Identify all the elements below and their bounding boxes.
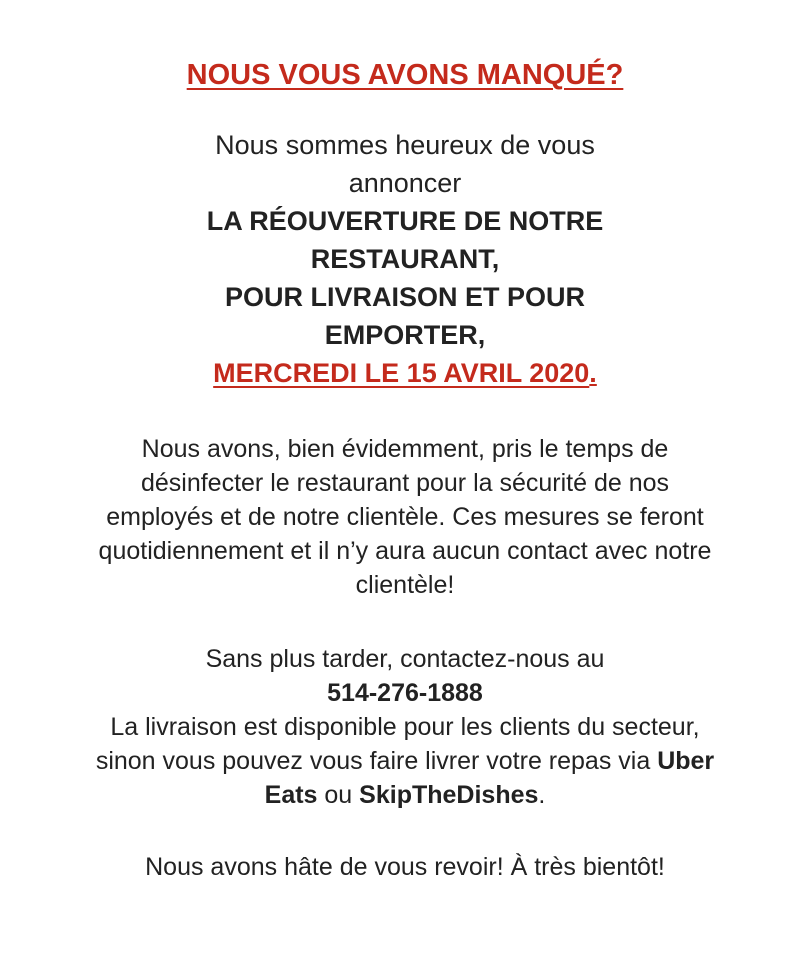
uber-eats-label: Uber Eats (264, 747, 715, 809)
skipthedishes-label: SkipTheDishes (359, 781, 539, 809)
headline: NOUS VOUS AVONS MANQUÉ? (186, 59, 624, 91)
intro-text (135, 126, 675, 202)
contact-lead: Sans plus tarder, contactez-nous au (205, 645, 605, 673)
reopening-date: MERCREDI LE 15 AVRIL 2020 (213, 358, 590, 388)
intro-line-1: Nous sommes heureux de vous (215, 130, 595, 160)
delivery-info (85, 710, 725, 812)
reopening-date-line (125, 354, 685, 392)
reopening-line-3: POUR LIVRAISON ET POUR (224, 282, 586, 312)
connector-text: ou (324, 781, 353, 809)
reopening-line-2: RESTAURANT, (310, 244, 500, 274)
reopening-line-4: EMPORTER, (324, 320, 486, 350)
reopening-line-1: LA RÉOUVERTURE DE NOTRE (206, 206, 604, 236)
sanitation-paragraph: Nous avons, bien évidemment, pris le temps de désinfecter le restaurant pour la sécurité de nos employés et de notre clientèle. Ces mesures se feront quotidiennement et il n’y aura aucun contact avec notre clientèle! (98, 435, 712, 599)
delivery-text: La livraison est disponible pour les clients du secteur, sinon vous pouvez vous faire livrer votre repas via (95, 713, 700, 775)
contact-paragraph (85, 642, 725, 812)
reopening-announcement (125, 202, 685, 392)
phone-number: 514-276-1888 (327, 679, 483, 707)
closing-line: Nous avons hâte de vous revoir! À très bientôt! (145, 853, 665, 881)
intro-line-2: annoncer (348, 168, 462, 198)
reopening-date-suffix: . (589, 358, 597, 388)
delivery-end: . (538, 781, 546, 809)
